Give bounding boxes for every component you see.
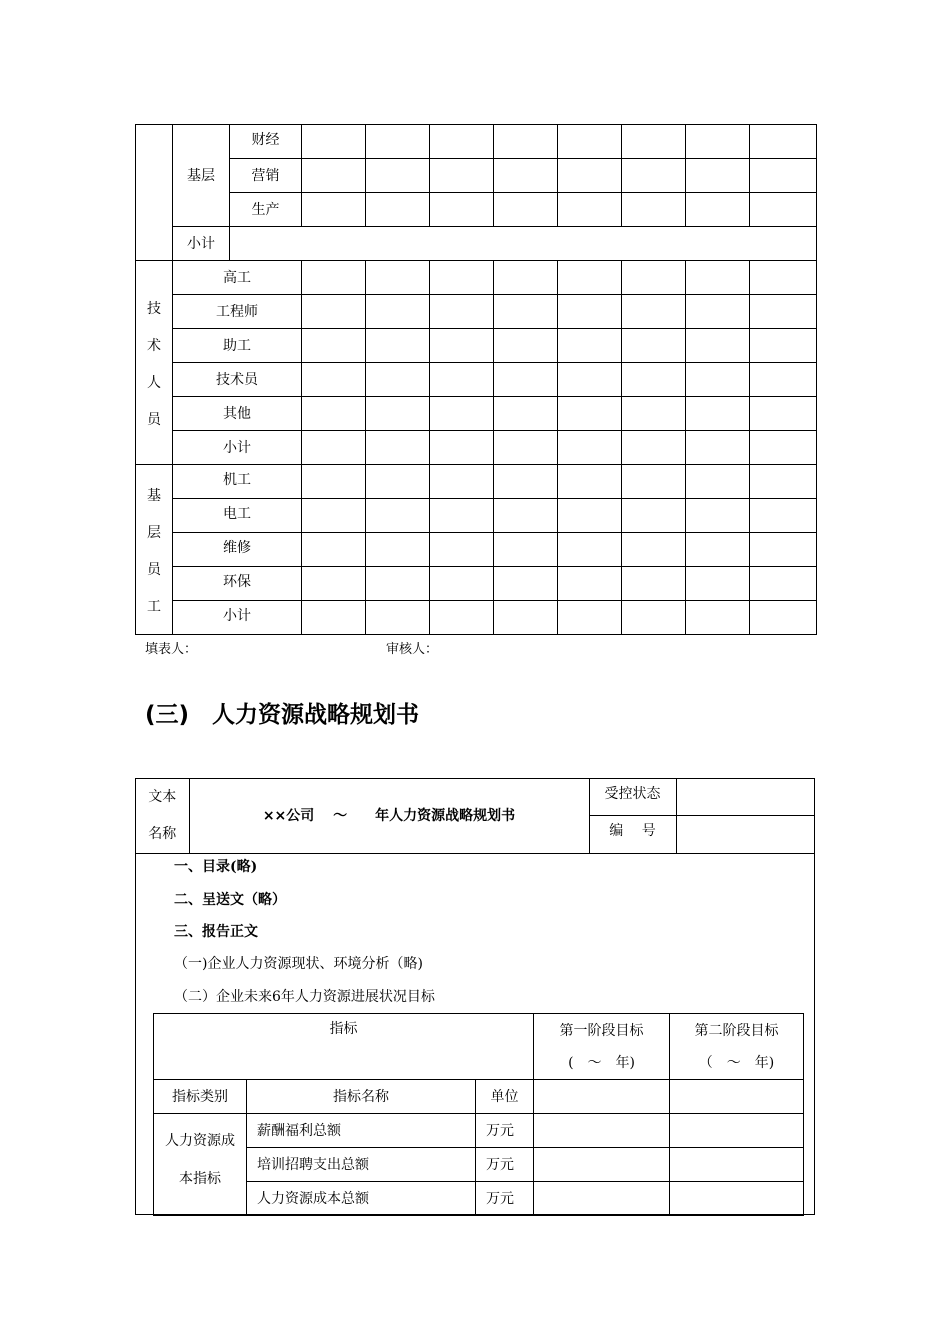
hr-development-targets-table bbox=[153, 1013, 804, 1216]
outline-item: （一)企业人力资源现状、环境分析（略) bbox=[174, 956, 423, 972]
item-label: 维修 bbox=[173, 533, 302, 567]
item-label: 助工 bbox=[173, 329, 302, 363]
document-number-value[interactable] bbox=[676, 815, 815, 853]
reviewer-label: 审核人： bbox=[386, 642, 439, 657]
stage1-value[interactable] bbox=[534, 1182, 670, 1216]
item-label: 环保 bbox=[173, 567, 302, 601]
subtotal-label: 小计 bbox=[173, 227, 230, 261]
document-number-label: 编 号 bbox=[589, 815, 676, 853]
stage2-target-header: 第二阶段目标 （ ～ 年) bbox=[670, 1014, 804, 1080]
indicator-name: 培训招聘支出总额 bbox=[247, 1148, 476, 1182]
tech-group-label: 技 术 人 员 bbox=[136, 261, 173, 465]
signature-line bbox=[145, 638, 745, 656]
stage2-value[interactable] bbox=[670, 1148, 804, 1182]
item-label: 工程师 bbox=[173, 295, 302, 329]
outline-item: 三、报告正文 bbox=[174, 924, 258, 940]
staffing-table bbox=[135, 124, 817, 635]
subtotal-label: 小计 bbox=[173, 601, 302, 635]
document-title: ××公司 ～ 年人力资源战略规划书 bbox=[189, 779, 589, 854]
strategy-document-form bbox=[135, 778, 815, 1215]
subgroup-label: 基层 bbox=[173, 125, 230, 227]
item-label: 高工 bbox=[173, 261, 302, 295]
hr-cost-category: 人力资源成 本指标 bbox=[154, 1114, 247, 1216]
group-label-cell bbox=[136, 125, 173, 261]
outline-item: 二、呈送文（略） bbox=[174, 892, 286, 908]
indicator-name: 人力资源成本总额 bbox=[247, 1182, 476, 1216]
outline-item: 一、目录(略) bbox=[174, 859, 258, 875]
section-title: 人力资源战略规划书 bbox=[212, 702, 419, 728]
category-column-header: 指标类别 bbox=[154, 1080, 247, 1114]
unit-column-header: 单位 bbox=[476, 1080, 534, 1114]
control-status-label: 受控状态 bbox=[589, 779, 676, 815]
outline-item: （二）企业未来6年人力资源进展状况目标 bbox=[174, 989, 435, 1005]
item-label: 机工 bbox=[173, 465, 302, 499]
stage1-value[interactable] bbox=[534, 1148, 670, 1182]
stage2-value[interactable] bbox=[670, 1114, 804, 1148]
worker-group-label: 基 层 员 工 bbox=[136, 465, 173, 635]
item-label: 其他 bbox=[173, 397, 302, 431]
indicator-header: 指标 bbox=[154, 1014, 534, 1080]
subtotal-label: 小计 bbox=[173, 431, 302, 465]
subtotal-value-cell bbox=[230, 227, 817, 261]
item-label: 电工 bbox=[173, 499, 302, 533]
item-label: 生产 bbox=[230, 193, 302, 227]
stage2-value[interactable] bbox=[670, 1182, 804, 1216]
item-label: 营销 bbox=[230, 159, 302, 193]
indicator-unit: 万元 bbox=[476, 1114, 534, 1148]
filler-label: 填表人： bbox=[145, 642, 198, 657]
indicator-unit: 万元 bbox=[476, 1182, 534, 1216]
stage1-target-header: 第一阶段目标 ( ～ 年) bbox=[534, 1014, 670, 1080]
control-status-value[interactable] bbox=[676, 779, 815, 815]
item-label: 财经 bbox=[230, 125, 302, 159]
indicator-name: 薪酬福利总额 bbox=[247, 1114, 476, 1148]
stage1-value[interactable] bbox=[534, 1114, 670, 1148]
indicator-unit: 万元 bbox=[476, 1148, 534, 1182]
document-name-label: 文本 名称 bbox=[136, 779, 189, 854]
section-heading bbox=[145, 696, 419, 729]
section-number: (三) bbox=[145, 702, 190, 728]
document-header-table bbox=[136, 779, 815, 854]
item-label: 技术员 bbox=[173, 363, 302, 397]
name-column-header: 指标名称 bbox=[247, 1080, 476, 1114]
